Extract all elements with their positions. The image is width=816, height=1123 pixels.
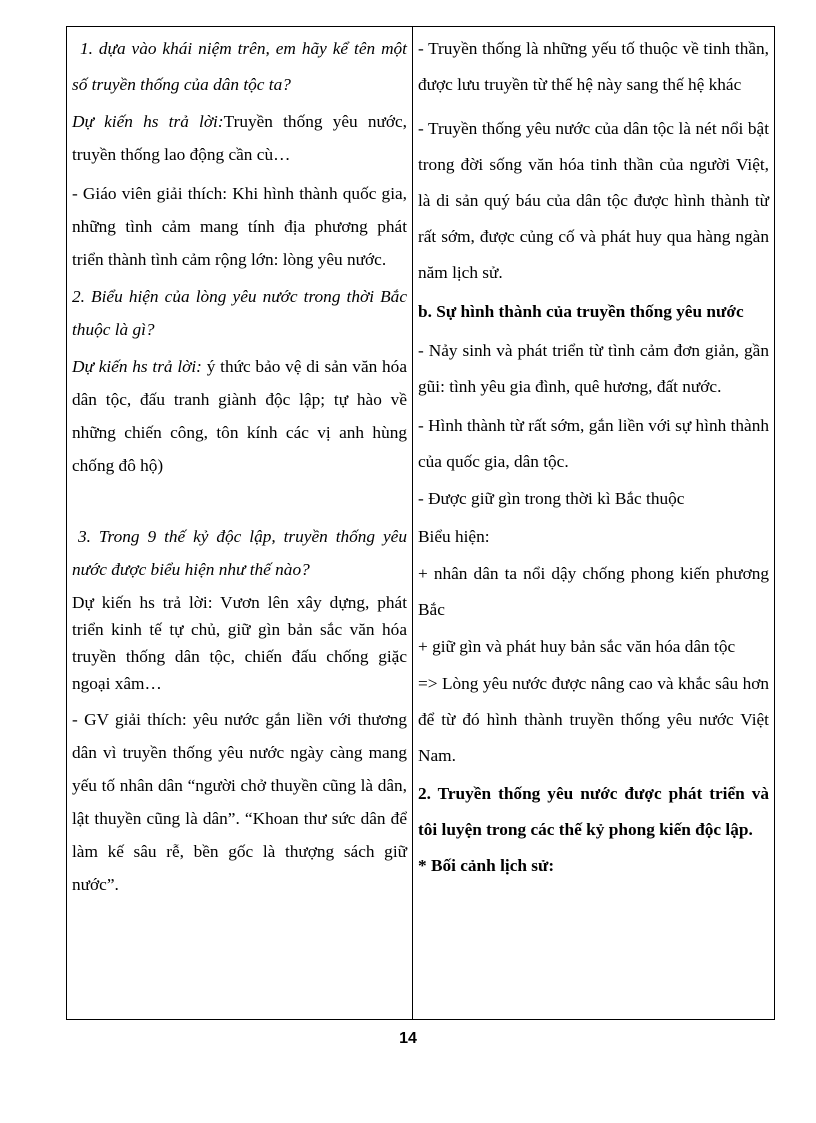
right-formation: - Hình thành từ rất sớm, gắn liền với sự hình thành của quốc gia, dân tộc. [418,416,769,471]
question-3: 3. Trong 9 thế kỷ độc lập, truyền thống yêu nước được biểu hiện như thế nào? [72,527,407,579]
teacher-explanation-1: - Giáo viên giải thích: Khi hình thành quốc gia, những tình cảm mang tính địa phương phát triển thành tình cảm rộng lớn: lòng yêu nước. [72,184,407,269]
right-expression-label: Biểu hiện: [418,527,490,546]
answer-2 [72,350,407,482]
answer-1-label: Dự kiến hs trả lời: [72,112,224,131]
answer-1 [72,105,407,171]
answer-2-text: ý thức bảo vệ di sản văn hóa dân tộc, đấu tranh giành độc lập; tự hào về những chiến công, tôn kính các vị anh hùng chống đô hộ) [72,357,407,475]
question-2: 2. Biểu hiện của lòng yêu nước trong thời Bắc thuộc là gì? [72,287,407,339]
answer-1-text: Truyền thống yêu nước, truyền thống lao động cần cù… [72,112,407,164]
right-conclusion: => Lòng yêu nước được nâng cao và khắc sâu hơn để từ đó hình thành truyền thống yêu nước Việt Nam. [418,674,769,765]
teacher-explanation-3: - GV giải thích: yêu nước gắn liền với thương dân vì truyền thống yêu nước ngày càng mang yếu tố nhân dân “người chở thuyền cũng là dân, lật thuyền cũng là dân”. “Khoan thư sức dân để làm kế sâu rễ, bền gốc là thượng sách giữ nước”. [72,710,407,894]
right-culture: + giữ gìn và phát huy bản sắc văn hóa dân tộc [418,637,736,656]
content-table [66,26,775,1020]
heading-historical-context: * Bối cảnh lịch sử: [418,856,555,875]
heading-2: 2. Truyền thống yêu nước được phát triển và tôi luyện trong các thế kỷ phong kiến độc lập. [418,784,769,839]
left-column [67,27,413,1019]
right-definition: - Truyền thống là những yếu tố thuộc về tinh thần, được lưu truyền từ thế hệ này sang thế hệ khác [418,39,769,94]
right-preserved: - Được giữ gìn trong thời kì Bắc thuộc [418,489,685,508]
right-origin: - Nảy sinh và phát triển từ tình cảm đơn giản, gần gũi: tình yêu gia đình, quê hương, đất nước. [418,341,769,396]
right-uprising: + nhân dân ta nổi dậy chống phong kiến phương Bắc [418,564,769,619]
answer-3: Dự kiến hs trả lời: Vươn lên xây dựng, phát triển kinh tế tự chủ, giữ gìn bản sắc văn hóa truyền thống dân tộc, chiến đấu chống giặc ngoại xâm… [72,593,407,693]
question-1: 1. dựa vào khái niệm trên, em hãy kể tên một số truyền thống của dân tộc ta? [72,39,407,94]
right-patriotism: - Truyền thống yêu nước của dân tộc là nét nổi bật trong đời sống văn hóa tinh thần của người Việt, là di sản quý báu của dân tộc được hình thành từ rất sớm, được củng cố và phát huy qua hàng ngàn năm lịch sử. [418,119,769,282]
page-number: 14 [399,1030,417,1047]
right-column [413,27,774,1019]
answer-2-label: Dự kiến hs trả lời: [72,357,202,376]
heading-b: b. Sự hình thành của truyền thống yêu nước [418,302,744,321]
